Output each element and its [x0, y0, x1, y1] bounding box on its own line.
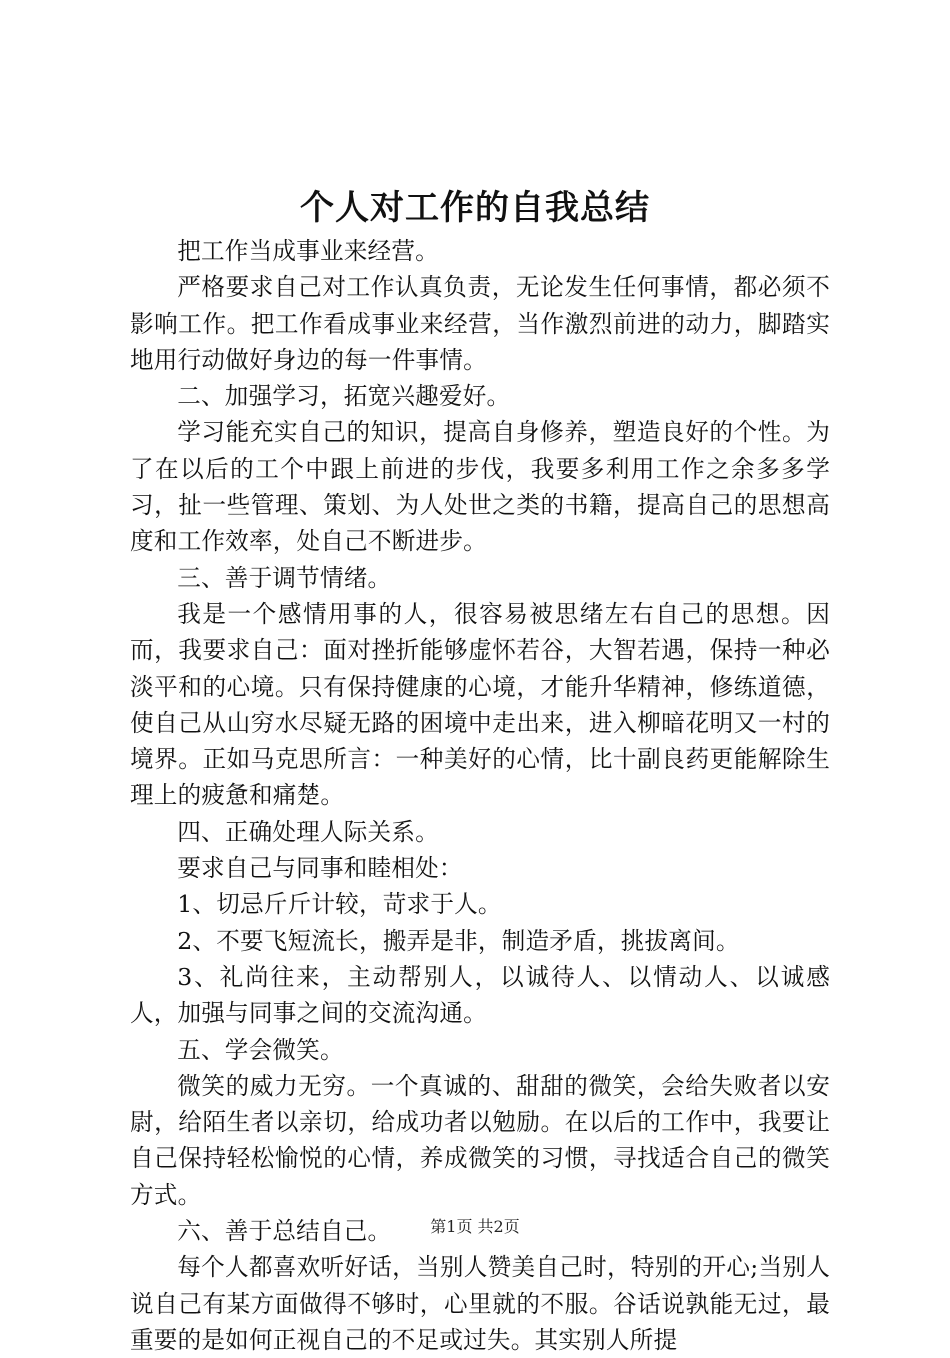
- paragraph: 每个人都喜欢听好话，当别人赞美自己时，特别的开心;当别人说自己有某方面做得不够时，心里就的不服。谷话说孰能无过，最重要的是如何正视自己的不足或过失。其实别人所提: [130, 1253, 830, 1354]
- list-item: 1、切忌斤斤计较，苛求于人。: [177, 890, 502, 919]
- paragraph: 要求自己与同事和睦相处：: [177, 854, 463, 883]
- list-item: 2、不要飞短流长，搬弄是非，制造矛盾，挑拔离间。: [177, 926, 740, 955]
- paragraph: 微笑的威力无穷。一个真诚的、甜甜的微笑，会给失败者以安尉，给陌生者以亲切，给成功者以勉励。在以后的工作中，我要让自己保持轻松愉悦的心情，养成微笑的习惯，寻找适合自己的微笑方式。: [130, 1071, 830, 1209]
- document-title: 个人对工作的自我总结: [300, 188, 650, 228]
- section-heading: 六、善于总结自己。: [177, 1217, 392, 1246]
- paragraph: 我是一个感情用事的人，很容易被思绪左右自己的思想。因而，我要求自己：面对挫折能够虚怀若谷，大智若遇，保持一种必淡平和的心境。只有保持健康的心境，才能升华精神，修练道德，使自己从山穷水尽疑无路的困境中走出来，进入柳暗花明又一村的境界。正如马克思所言：一种美好的心情，比十副良药更能解除生理上的疲惫和痛楚。: [130, 599, 830, 810]
- paragraph: 严格要求自己对工作认真负责，无论发生任何事情，都必须不影响工作。把工作看成事业来经营，当作激烈前进的动力，脚踏实地用行动做好身边的每一件事情。: [130, 273, 830, 374]
- section-heading: 四、正确处理人际关系。: [177, 817, 439, 846]
- paragraph: 把工作当成事业来经营。: [177, 237, 439, 265]
- section-heading: 五、学会微笑。: [177, 1035, 344, 1064]
- document-body: [130, 233, 830, 1358]
- list-item: 3、礼尚往来，主动帮别人，以诚待人、以情动人、以诚感人，加强与同事之间的交流沟通。: [130, 962, 830, 1028]
- paragraph: 学习能充实自己的知识，提高自身修养，塑造良好的个性。为了在以后的工个中跟上前进的步伐，我要多利用工作之余多多学习，扯一些管理、策划、为人处世之类的书籍，提高自己的思想高度和工作效率，处自己不断进步。: [130, 418, 830, 556]
- page-number-footer: 第1页 共2页: [430, 1217, 520, 1236]
- section-heading: 三、善于调节情绪。: [177, 563, 392, 592]
- section-heading: 二、加强学习，拓宽兴趣爱好。: [177, 382, 511, 411]
